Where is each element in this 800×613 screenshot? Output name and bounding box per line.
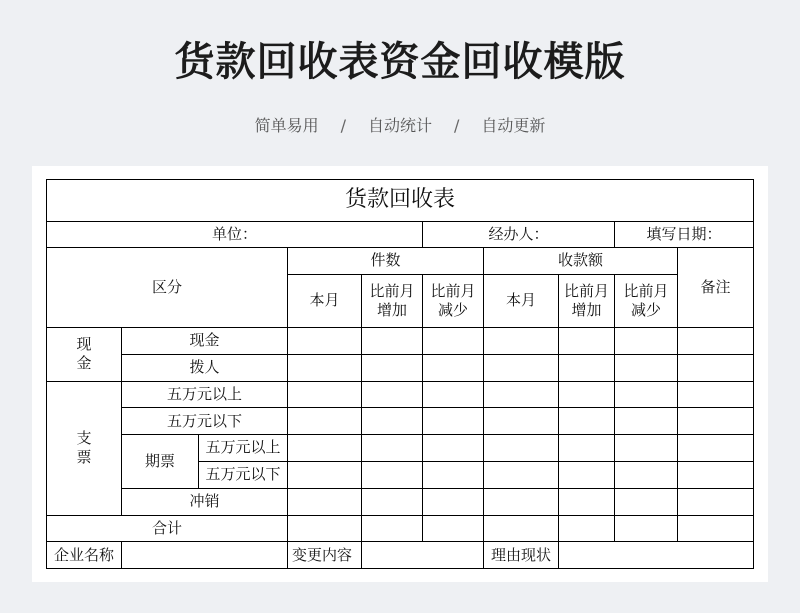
row-label-under-50k: 五万元以下 (122, 408, 288, 435)
table-row (47, 488, 754, 515)
table-cell[interactable] (423, 354, 484, 381)
count-decrease-header: 比前月 减少 (423, 275, 484, 328)
table-cell[interactable] (678, 354, 754, 381)
reason-status-field[interactable] (559, 542, 754, 569)
table-cell[interactable] (559, 408, 615, 435)
table-cell[interactable] (362, 488, 423, 515)
table-cell[interactable] (362, 381, 423, 408)
table-row (47, 328, 754, 355)
table-cell[interactable] (288, 435, 362, 462)
table-cell[interactable] (362, 515, 423, 542)
check-group-label: 支 票 (47, 381, 122, 515)
table-cell[interactable] (559, 515, 615, 542)
table-cell[interactable] (362, 408, 423, 435)
table-cell[interactable] (362, 328, 423, 355)
form-title: 货款回收表 (47, 180, 754, 222)
row-label-term-under-50k: 五万元以下 (199, 461, 288, 488)
table-cell[interactable] (559, 488, 615, 515)
table-cell[interactable] (423, 435, 484, 462)
table-cell[interactable] (615, 488, 678, 515)
count-this-month-header: 本月 (288, 275, 362, 328)
amount-increase-header: 比前月 增加 (559, 275, 615, 328)
page-title: 货款回收表资金回收模版 (174, 39, 626, 85)
company-name-label: 企业名称 (47, 542, 122, 569)
amount-decrease-header: 比前月 减少 (615, 275, 678, 328)
row-label-term-over-50k: 五万元以上 (199, 435, 288, 462)
table-cell[interactable] (615, 381, 678, 408)
count-group-header: 件数 (288, 248, 484, 275)
notes-header: 备注 (678, 248, 754, 328)
tag-separator: / (340, 116, 346, 135)
table-cell[interactable] (484, 328, 559, 355)
tag-separator: / (454, 116, 460, 135)
reason-status-label: 理由现状 (484, 542, 559, 569)
table-row (47, 435, 754, 462)
table-cell[interactable] (484, 488, 559, 515)
table-cell[interactable] (484, 515, 559, 542)
table-cell[interactable] (362, 354, 423, 381)
table-cell[interactable] (559, 435, 615, 462)
table-cell[interactable] (484, 408, 559, 435)
row-label-total: 合计 (47, 515, 288, 542)
row-label-offset: 冲销 (122, 488, 288, 515)
table-cell[interactable] (362, 435, 423, 462)
table-cell[interactable] (615, 435, 678, 462)
date-field[interactable]: 填写日期： (615, 222, 754, 248)
table-cell[interactable] (559, 328, 615, 355)
table-cell[interactable] (288, 408, 362, 435)
table-cell[interactable] (484, 461, 559, 488)
table-cell[interactable] (288, 354, 362, 381)
table-row (47, 515, 754, 542)
handler-field[interactable]: 经办人： (423, 222, 615, 248)
table-cell[interactable] (288, 328, 362, 355)
payment-collection-form (46, 179, 754, 569)
table-cell[interactable] (288, 381, 362, 408)
unit-field[interactable]: 单位： (47, 222, 423, 248)
change-content-field[interactable] (362, 542, 484, 569)
table-cell[interactable] (423, 488, 484, 515)
table-row (47, 408, 754, 435)
category-header: 区分 (47, 248, 288, 328)
table-cell[interactable] (423, 408, 484, 435)
table-cell[interactable] (484, 435, 559, 462)
tag-auto-update: 自动更新 (481, 116, 546, 135)
table-cell[interactable] (423, 461, 484, 488)
table-cell[interactable] (615, 461, 678, 488)
change-content-label: 变更内容 (288, 542, 362, 569)
tag-easy: 简单易用 (254, 116, 319, 135)
table-cell[interactable] (615, 328, 678, 355)
count-increase-header: 比前月 增加 (362, 275, 423, 328)
table-row (47, 381, 754, 408)
table-cell[interactable] (288, 461, 362, 488)
table-cell[interactable] (615, 354, 678, 381)
table-cell[interactable] (484, 381, 559, 408)
amount-group-header: 收款额 (484, 248, 678, 275)
table-cell[interactable] (559, 381, 615, 408)
table-cell[interactable] (615, 515, 678, 542)
term-note-label: 期票 (122, 435, 199, 489)
table-cell[interactable] (423, 515, 484, 542)
footer-row (47, 542, 754, 569)
cash-group-label: 现 金 (47, 328, 122, 382)
table-cell[interactable] (423, 328, 484, 355)
table-cell[interactable] (423, 381, 484, 408)
table-cell[interactable] (559, 461, 615, 488)
table-cell[interactable] (678, 515, 754, 542)
table-cell[interactable] (678, 488, 754, 515)
table-cell[interactable] (615, 408, 678, 435)
tag-auto-stats: 自动统计 (367, 116, 432, 135)
table-row (47, 354, 754, 381)
table-cell[interactable] (559, 354, 615, 381)
table-cell[interactable] (288, 488, 362, 515)
table-cell[interactable] (678, 328, 754, 355)
company-name-field[interactable] (122, 542, 288, 569)
row-label-over-50k: 五万元以上 (122, 381, 288, 408)
table-cell[interactable] (678, 408, 754, 435)
amount-this-month-header: 本月 (484, 275, 559, 328)
table-cell[interactable] (362, 461, 423, 488)
row-label-cash: 现金 (122, 328, 288, 355)
feature-tags (0, 113, 800, 136)
table-cell[interactable] (678, 435, 754, 462)
table-cell[interactable] (678, 461, 754, 488)
table-cell[interactable] (484, 354, 559, 381)
table-cell[interactable] (678, 381, 754, 408)
row-label-transfer: 拨人 (122, 354, 288, 381)
table-cell[interactable] (288, 515, 362, 542)
